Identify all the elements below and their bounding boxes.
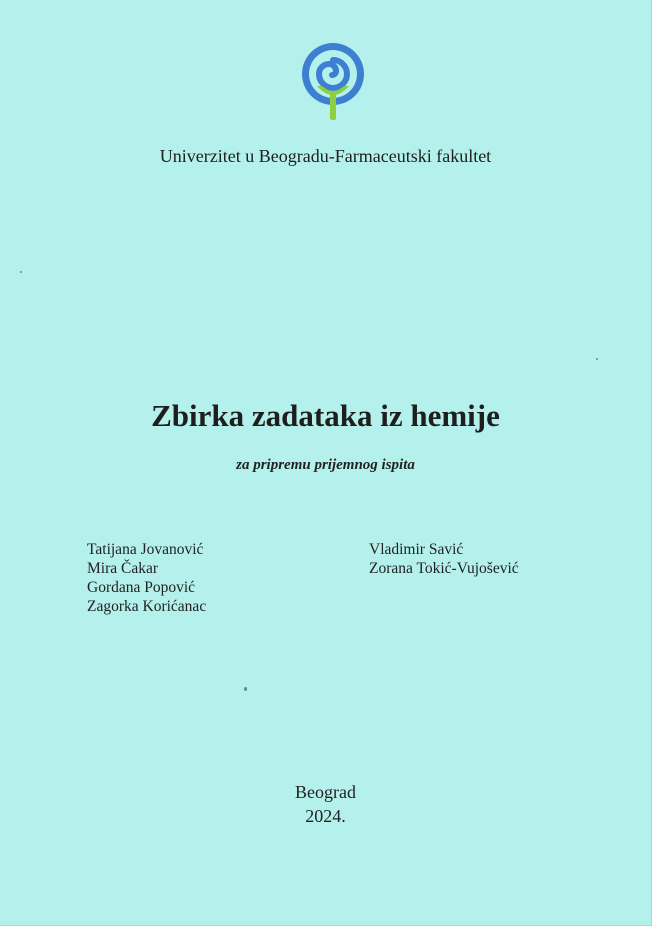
print-speck [596,358,598,360]
print-speck [20,271,22,273]
authors-right-column [369,540,519,578]
author-name: Tatijana Jovanović [87,541,204,558]
publication-info [0,780,651,828]
author-name: Zagorka Korićanac [87,598,207,615]
book-subtitle: za pripremu prijemnog ispita [236,457,415,473]
author-name: Mira Čakar [87,560,159,577]
author-name: Vladimir Savić [369,541,464,558]
institution-name: Univerzitet u Beogradu-Farmaceutski fakultet [159,146,492,166]
authors-left-column [87,540,206,616]
author-name: Gordana Popović [87,579,196,596]
book-title: Zbirka zadataka iz hemije [151,398,500,433]
publication-place: Beograd [295,782,356,802]
pharmacy-faculty-spiral-logo-icon [297,40,369,122]
publication-year: 2024. [305,806,346,826]
author-name: Zorana Tokić-Vujošević [369,560,519,577]
print-speck [244,687,247,691]
